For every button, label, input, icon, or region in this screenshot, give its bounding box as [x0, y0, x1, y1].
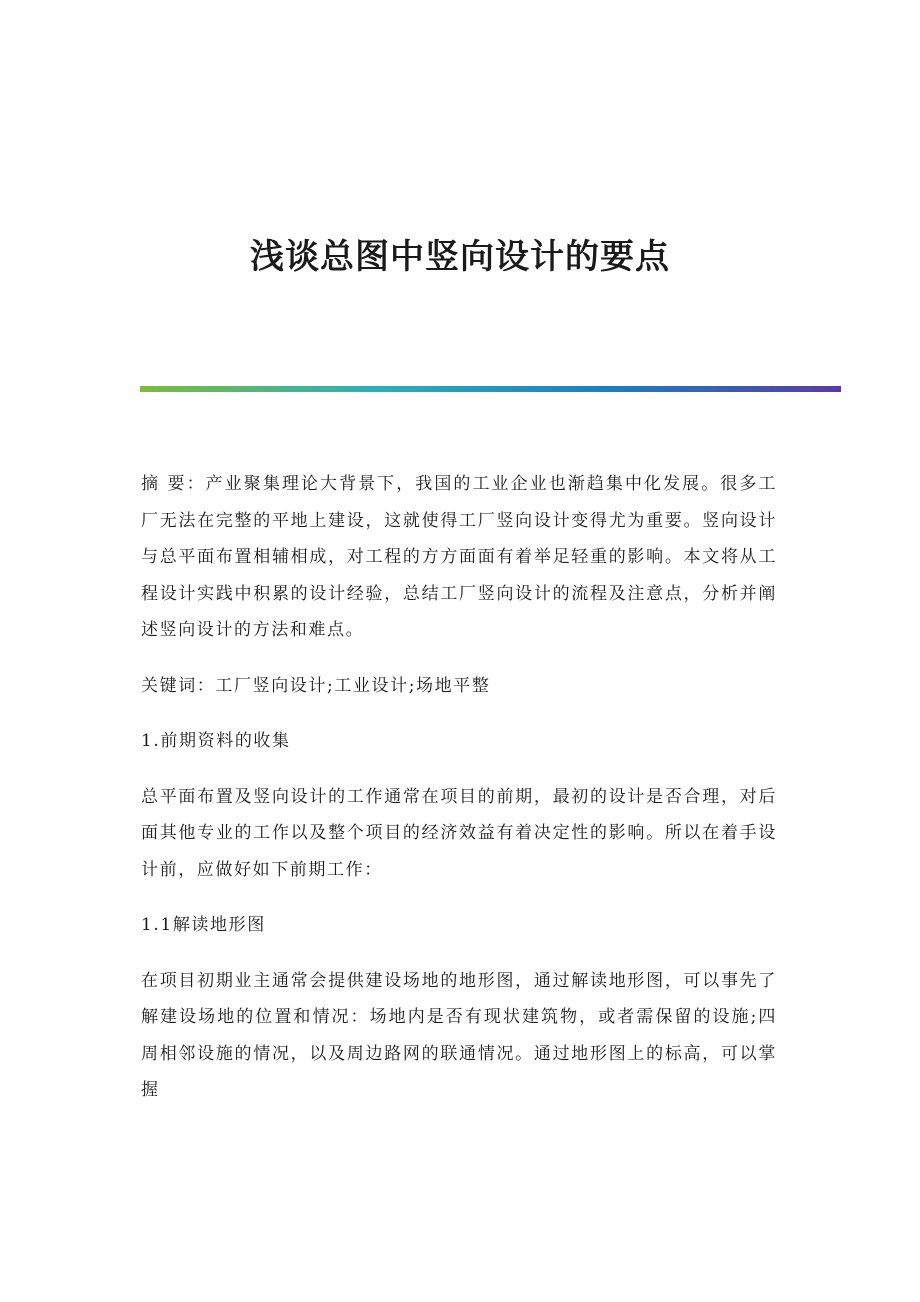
section-1-heading: 1.前期资料的收集: [141, 731, 291, 751]
abstract-paragraph: 摘 要：产业聚集理论大背景下，我国的工业企业也渐趋集中化发展。很多工厂无法在完整的平地上建设，这就使得工厂竖向设计变得尤为重要。竖向设计与总平面布置相辅相成，对工程的方方面面有着举足轻重的影响。本文将从工程设计实践中积累的设计经验，总结工厂竖向设计的流程及注意点，分析并阐述竖向设计的方法和难点。: [141, 474, 777, 640]
section-1-1-heading: 1.1解读地形图: [141, 915, 266, 935]
keywords-line: 关键词：工厂竖向设计;工业设计;场地平整: [141, 675, 491, 696]
title-divider: [140, 386, 841, 392]
section-1-1-paragraph: 在项目初期业主通常会提供建设场地的地形图，通过解读地形图，可以事先了解建设场地的位置和情况：场地内是否有现状建筑物，或者需保留的设施;四周相邻设施的情况，以及周边路网的联通情况。通过地形图上的标高，可以掌握: [141, 970, 777, 1100]
document-body: [141, 466, 777, 1128]
document-title: 浅谈总图中竖向设计的要点: [250, 236, 670, 277]
section-1-paragraph: 总平面布置及竖向设计的工作通常在项目的前期，最初的设计是否合理，对后面其他专业的工作以及整个项目的经济效益有着决定性的影响。所以在着手设计前，应做好如下前期工作：: [141, 786, 777, 880]
